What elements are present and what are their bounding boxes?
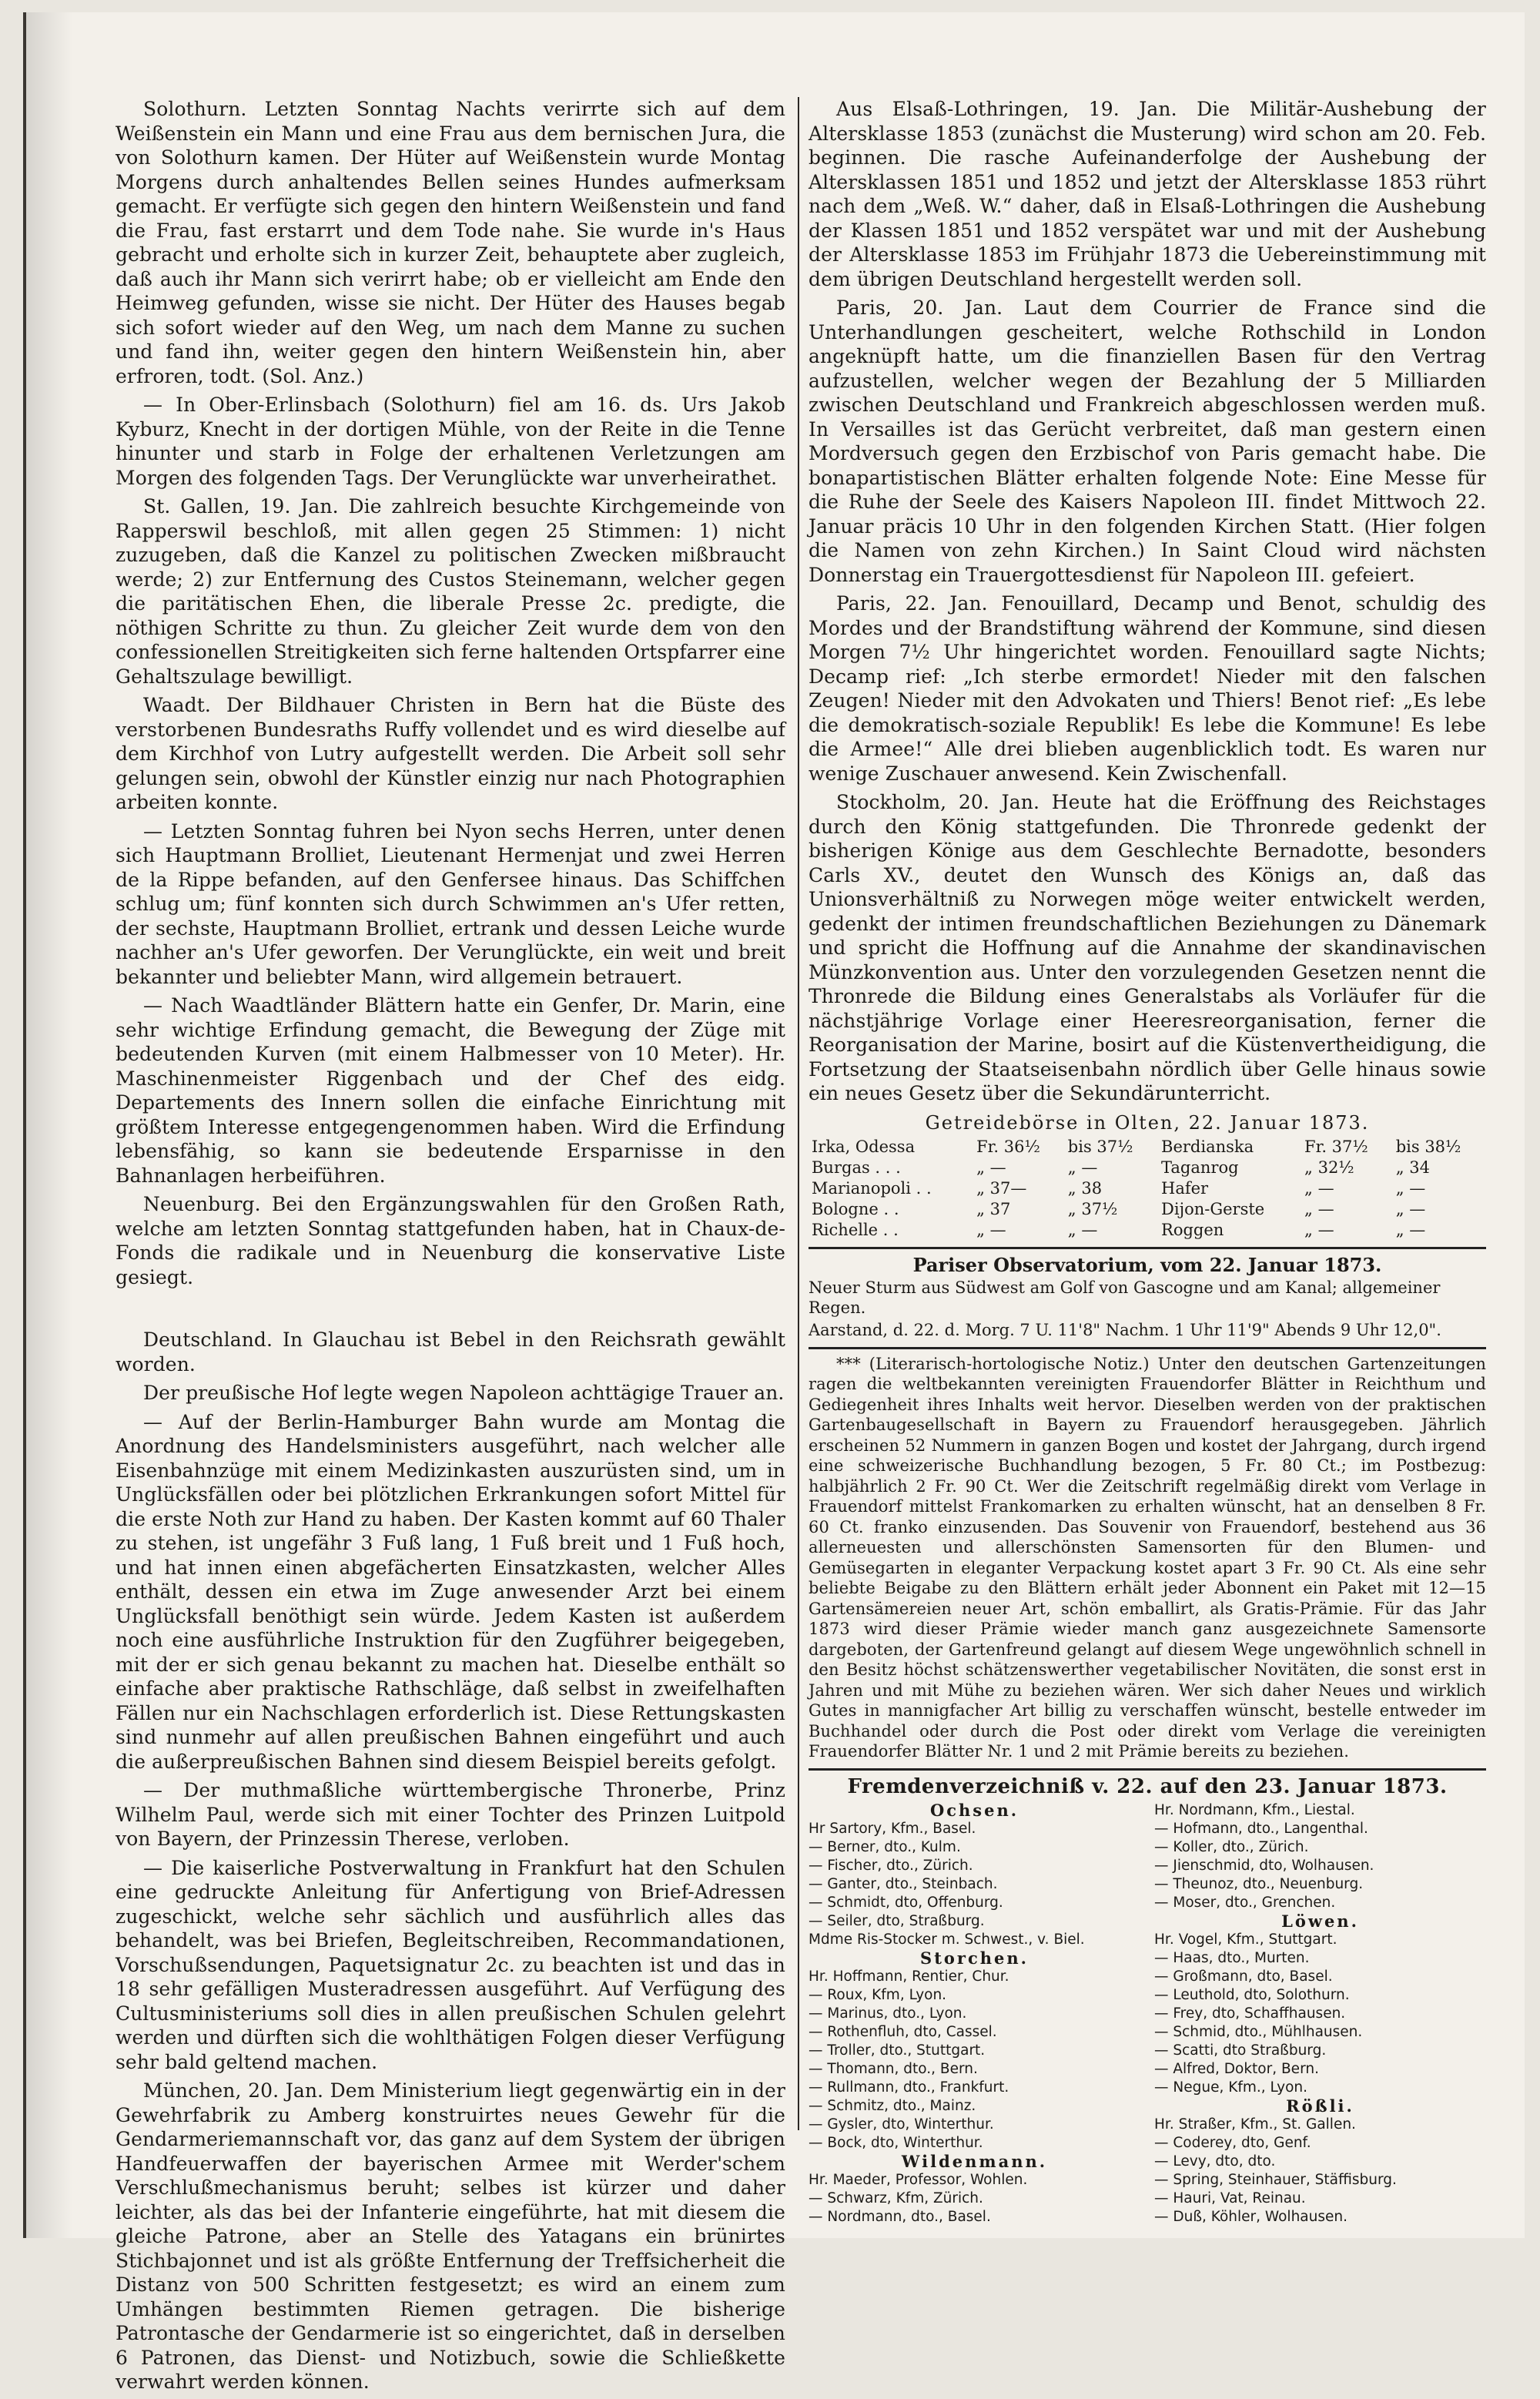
guest-entry: — Alfred, Doktor, Bern. bbox=[1154, 2060, 1319, 2077]
article-paris-20: Paris, 20. Jan. Laut dem Courrier de France sind die Unterhandlungen gescheitert, welche Rothschild in London angeknüpft hatte, um die finanziellen Basen für den Vertrag aufzustellen, welcher wegen der Bezahlung der 5 Milliarden zwischen Deutschland und Frankreich abgeschlossen werden muß. In Versailles ist das Gerücht verbreitet, daß man gestern einen Mordversuch gegen den Erzbischof von Paris gemacht habe. Die bonapartistischen Blätter erhalten folgende Note: Eine Messe für die Ruhe der Seele des Kaisers Napoleon III. findet Mittwoch 22. Januar präcis 10 Uhr in den folgenden Kirchen Statt. (Hier folgen die Namen von zehn Kirchen.) In Saint Cloud wird nächsten Donnerstag ein Trauergottesdienst für Napoleon III. gefeiert. bbox=[808, 297, 1486, 586]
article-deutschland: Deutschland. In Glauchau ist Bebel in den Reichsrath gewählt worden. bbox=[116, 1328, 785, 1375]
market-cell: „ — bbox=[1304, 1199, 1334, 1218]
guest-entry: — Fischer, dto., Zürich. bbox=[808, 1857, 973, 1874]
article-solothurn: Solothurn. Letzten Sonntag Nachts verirrte sich auf dem Weißenstein ein Mann und eine Frau aus dem bernischen Jura, die von Solothurn kamen. Der Hüter auf Weißenstein wurde Montag Morgens durch anhaltendes Bellen seines Hundes aufmerksam gemacht. Er verfügte sich gegen den hintern Weißenstein und fand die Frau, fast erstarrt und dem Tode nahe. Sie wurde in's Haus gebracht und erholte sich in kurzer Zeit, behauptete aber zugleich, daß auch ihr Mann sich verirrt habe; ob er vielleicht am Ende den Heimweg gefunden, wisse sie nicht. Der Hüter des Hauses begab sich sofort wieder auf den Weg, um nach dem Manne zu suchen und fand ihn, weiter gegen den hintern Weißenstein hin, aber erfroren, todt. (Sol. Anz.) bbox=[116, 98, 785, 387]
guest-entry: — Hauri, Vat, Reinau. bbox=[1154, 2190, 1306, 2206]
article-postverwaltung: — Die kaiserliche Postverwaltung in Frankfurt hat den Schulen eine gedruckte Anleitung für Anfertigung von Brief-Adressen zugeschickt, welche sehr sächlich und ausführlich alles das behandelt, was bei Briefen, Begleitschreiben, Recommandationen, Vorschußsendungen, Paquetsignatur 2c. zu beachten ist und das in 18 sehr gefälligen Musteradressen ausgeführt. Auf Verfügung des Cultusministeriums soll dies in allen preußischen Schulen gelehrt werden und dürften sich die wohlthätigen Folgen dieser Verfügung sehr bald geltend machen. bbox=[116, 1856, 785, 2073]
guest-entry: — Frey, dto, Schaffhausen. bbox=[1154, 2005, 1346, 2022]
market-cell: „ — bbox=[1067, 1158, 1098, 1177]
guest-list-column-1 bbox=[808, 1801, 1140, 2226]
article-waadt: Waadt. Der Bildhauer Christen in Bern hat die Büste des verstorbenen Bundesraths Ruffy vollendet und es wird dieselbe auf dem Kirchhof von Lutry aufgestellt werden. Die Arbeit soll sehr gelungen sein, obwohl der Künstler einzig nur nach Photographien arbeiten konnte. bbox=[116, 694, 785, 813]
guest-entry: Hr. Vogel, Kfm., Stuttgart. bbox=[1154, 1931, 1337, 1948]
guest-entry: — Duß, Köhler, Wolhausen. bbox=[1154, 2208, 1348, 2225]
market-cell: „ — bbox=[1304, 1178, 1334, 1198]
literary-notice: *** (Literarisch-hortologische Notiz.) Unter den deutschen Gartenzeitungen ragen die weltbekannten vereinigten Frauendorfer Blätter in Reichthum und Gediegenheit ihres Inhalts weit hervor. Dieselben werden von der praktischen Gartenbaugesellschaft in Bayern zu Frauendorf herausgegeben. Jährlich erscheinen 52 Nummern in ganzen Bogen und kostet der Jahrgang, durch irgend eine schweizerische Buchhandlung bezogen, 5 Fr. 80 Ct.; im Postbezug: halbjährlich 2 Fr. 90 Ct. Wer die Zeitschrift regelmäßig direkt vom Verlage in Frauendorf mittelst Frankomarken zu erhalten wünscht, hat an denselben 8 Fr. 60 Ct. franko einzusenden. Das Souvenir von Frauendorf, bestehend aus 36 allerneuesten und allerschönsten Samensorten für den Blumen- und Gemüsegarten in eleganter Verpackung kostet apart 3 Fr. 90 Ct. Als eine sehr beliebte Beigabe zu den Blättern erhält jeder Abonnent ein Paket mit 12—15 Gartensämereien neuer Art, schön emballirt, als Gratis-Prämie. Für das Jahr 1873 wird dieser Prämie wieder manch ganz ausgezeichnete Samensorte dargeboten, der Gartenfreund gelangt auf diesem Wege ungewöhnlich schnell in den Besitz höchst schätzenswerther vegetabilischer Novitäten, die sonst erst in Jahren und mit Mühe zu beziehen wären. Wer sich daher Neues und wirklich Gutes in mannigfacher Art billig zu verschaffen wünscht, bestelle entweder im Buchhandel oder durch die Post oder direkt vom Verlage die vereinigten Frauendorfer Blätter Nr. 1 und 2 mit Prämie bereits zu beziehen. bbox=[808, 1354, 1486, 1761]
guest-entry: — Negue, Kfm., Lyon. bbox=[1154, 2079, 1308, 2096]
article-paris-22: Paris, 22. Jan. Fenouillard, Decamp und Benot, schuldig des Mordes und der Brandstiftung während der Kommune, sind diesen Morgen 7½ Uhr hingerichtet worden. Fenouillard sagte Nichts; Decamp rief: „Ich sterbe ermordet! Nieder mit den falschen Zeugen! Nieder mit den Advokaten und Thiers! Benot rief: „Es lebe die demokratisch-soziale Republik! Es lebe die Kommune! Es lebe die Armee!“ Alle drei blieben augenblicklich todt. Es waren nur wenige Zuschauer anwesend. Kein Zwischenfall. bbox=[808, 592, 1486, 785]
guest-entry: Hr. Nordmann, Kfm., Liestal. bbox=[1154, 1801, 1355, 1818]
guest-entry: — Spring, Steinhauer, Stäffisburg. bbox=[1154, 2171, 1397, 2188]
market-cell: „ — bbox=[1304, 1220, 1334, 1239]
guest-entry: — Haas, dto., Murten. bbox=[1154, 1949, 1310, 1966]
guest-entry: — Leuthold, dto, Solothurn. bbox=[1154, 1986, 1350, 2003]
market-cell: Fr. 37½ bbox=[1304, 1137, 1368, 1156]
guest-entry: — Levy, dto, dto. bbox=[1154, 2153, 1276, 2169]
market-rule bbox=[808, 1247, 1486, 1249]
guest-entry: Mdme Ris-Stocker m. Schwest., v. Biel. bbox=[808, 1931, 1085, 1948]
newspaper-page bbox=[23, 12, 1525, 2393]
article-prinz-wilhelm: — Der muthmaßliche württembergische Thronerbe, Prinz Wilhelm Paul, werde sich mit einer Tochter des Prinzen Luitpold von Bayern, der Prinzessin Therese, verloben. bbox=[116, 1779, 785, 1850]
guest-entry: — Koller, dto., Zürich. bbox=[1154, 1838, 1309, 1855]
guest-entry: — Seiler, dto, Straßburg. bbox=[808, 1912, 985, 1929]
market-cell: „ — bbox=[1067, 1220, 1098, 1239]
observatory-rule bbox=[808, 1347, 1486, 1349]
right-column bbox=[808, 97, 1486, 2226]
article-muenchen: München, 20. Jan. Dem Ministerium liegt gegenwärtig ein in der Gewehrfabrik zu Amberg konstruirtes neues Gewehr für die Gendarmeriemannschaft vor, das ganz auf dem System der übrigen Handfeuerwaffen der bayerischen Armee mit Werder'schem Verschlußmechanismus beruht; selbes ist kürzer und daher leichter, als das bei der Infanterie eingeführte, hat mit diesem die gleiche Patrone, aber an Stelle des Yatagans ein brünirtes Stichbajonnet und ist als größte Entfernung der Treffsicherheit die Distanz von 500 Schritten festgesetzt; es wird an einem zum Umhängen bestimmten Riemen getragen. Die bisherige Patrontasche der Gendarmerie ist so eingerichtet, daß in derselben 6 Patronen, das Dienst- und Notizbuch, sowie die Schließkette verwahrt werden können. bbox=[116, 2079, 785, 2393]
guest-list-title: Fremdenverzeichniß v. 22. auf den 23. Januar 1873. bbox=[847, 1774, 1448, 1798]
article-elsass: Aus Elsaß-Lothringen, 19. Jan. Die Militär-Aushebung der Altersklasse 1853 (zunächst die Musterung) wird schon am 20. Feb. beginnen. Die rasche Aufeinanderfolge der Aushebung der Altersklassen 1851 und 1852 und jetzt der Altersklasse 1853 rührt nach dem „Weß. W.“ daher, daß in Elsaß-Lothringen die Aushebung der Klassen 1851 und 1852 verspätet war und mit der Aushebung der Altersklasse 1853 im Frühjahr 1873 die Uebereinstimmung mit dem übrigen Deutschland hergestellt werden soll. bbox=[808, 98, 1486, 290]
guest-entry: Hr Sartory, Kfm., Basel. bbox=[808, 1820, 976, 1837]
guest-list bbox=[808, 1801, 1486, 2226]
guest-entry: — Nordmann, dto., Basel. bbox=[808, 2208, 991, 2225]
hotel-heading: Ochsen. bbox=[929, 1800, 1019, 1820]
guest-entry: — Coderey, dto, Genf. bbox=[1154, 2134, 1311, 2151]
guest-entry: — Hofmann, dto., Langenthal. bbox=[1154, 1820, 1368, 1837]
market-cell: „ 37 bbox=[976, 1199, 1011, 1218]
market-row bbox=[808, 1137, 1486, 1158]
guest-entry: — Schmid, dto., Mühlhausen. bbox=[1154, 2023, 1363, 2040]
guest-list-column-2 bbox=[1154, 1801, 1486, 2226]
article-nyon: — Letzten Sonntag fuhren bei Nyon sechs Herren, unter denen sich Hauptmann Brolliet, Lieutenant Hermenjat und zwei Herren de la Rippe befanden, auf den Genfersee hinaus. Das Schiffchen schlug um; fünf konnten sich durch Schwimmen an's Ufer retten, der sechste, Hauptmann Brolliet, ertrank und dessen Leiche wurde nachher an's Ufer geworfen. Der Verunglückte, ein weit und breit bekannter und beliebter Mann, wird allgemein betrauert. bbox=[116, 819, 785, 988]
market-cell: „ 37— bbox=[976, 1178, 1027, 1198]
market-cell: bis 38½ bbox=[1395, 1137, 1461, 1156]
guest-entry: — Theunoz, dto., Neuenburg. bbox=[1154, 1875, 1364, 1892]
guest-entry: — Rothenfluh, dto, Cassel. bbox=[808, 2023, 997, 2040]
guest-entry: — Rullmann, dto., Frankfurt. bbox=[808, 2079, 1009, 2096]
hotel-heading: Rößli. bbox=[1286, 2096, 1354, 2116]
guest-entry: — Thomann, dto., Bern. bbox=[808, 2060, 978, 2077]
market-cell: Fr. 36½ bbox=[976, 1137, 1040, 1156]
market-title: Getreidebörse in Olten, 22. Januar 1873. bbox=[925, 1111, 1370, 1134]
article-medizinkasten: — Auf der Berlin-Hamburger Bahn wurde am Montag die Anordnung des Handelsministers ausgeführt, nach welcher alle Eisenbahnzüge mit einem Medizinkasten auszurüsten sind, um in Unglücksfällen oder bei plötzlichen Erkrankungen sofort Mittel für die erste Noth zur Hand zu haben. Der Kasten kommt auf 60 Thaler zu stehen, ist ungefähr 3 Fuß lang, 1 Fuß breit und 1 Fuß hoch, und hat innen einen abgefächerten Einsatzkasten, welcher Alles enthält, dessen ein etwa im Zuge anwesender Arzt bei einem Unglücksfall benöthigt sein würde. Jedem Kasten ist außerdem noch eine ausführliche Instruktion für den Zugführer beigegeben, mit der er sich genau bekannt zu machen hat. Dieselbe enthält so einfache aber praktische Rathschläge, daß selbst in zweifelhaften Fällen nur ein Nachschlagen erforderlich ist. Diese Rettungskasten sind nunmehr auf allen preußischen Bahnen eingeführt und auch die außerpreußischen Bahnen sind diesem Beispiel bereits gefolgt. bbox=[116, 1410, 785, 1773]
notice-rule bbox=[808, 1768, 1486, 1771]
market-cell: Burgas . . . bbox=[812, 1158, 901, 1177]
market-row bbox=[808, 1199, 1486, 1220]
guest-entry: — Ganter, dto., Steinbach. bbox=[808, 1875, 998, 1892]
guest-entry: — Schmitz, dto., Mainz. bbox=[808, 2097, 976, 2114]
market-cell: „ — bbox=[1395, 1220, 1426, 1239]
guest-entry: — Bock, dto, Winterthur. bbox=[808, 2134, 983, 2151]
market-cell: „ — bbox=[1395, 1199, 1426, 1218]
market-cell: Irka, Odessa bbox=[812, 1137, 916, 1156]
guest-entry: — Schmidt, dto, Offenburg. bbox=[808, 1894, 1003, 1911]
barometer-reading: Aarstand, d. 22. d. Morg. 7 U. 11'8" Nachm. 1 Uhr 11'9" Abends 9 Uhr 12,0". bbox=[808, 1320, 1441, 1339]
market-cell: Berdianska bbox=[1161, 1137, 1254, 1156]
article-marin-invention: — Nach Waadtländer Blättern hatte ein Genfer, Dr. Marin, eine sehr wichtige Erfindung gemacht, die Bewegung der Züge mit bedeutenden Kurven (mit einem Halbmesser von 10 Meter). Hr. Maschinenmeister Riggenbach und der Chef des eidg. Departements des Innern sollen die einfache Einrichtung mit größtem Interesse entgegengenommen haben. Wird die Erfindung lebensfähig, so kann sie bedeutende Ersparnisse in den Bahnanlagen herbeiführen. bbox=[116, 994, 785, 1187]
market-cell: „ 37½ bbox=[1067, 1199, 1118, 1218]
scan-shadow bbox=[26, 12, 72, 2238]
guest-entry: — Scatti, dto Straßburg. bbox=[1154, 2042, 1327, 2059]
market-row bbox=[808, 1220, 1486, 1241]
article-stockholm: Stockholm, 20. Jan. Heute hat die Eröffnung des Reichstages durch den König stattgefunden. Die Thronrede gedenkt der bisherigen Könige aus dem Geschlechte Bernadotte, besonders Carls XV., deutet den Wunsch des Königs an, daß das Unionsverhältniß zu Norwegen möge weiter entwickelt werden, gedenkt der intimen freundschaftlichen Beziehungen zu Dänemark und spricht die Hoffnung auf die Annahme der skandinavischen Münzkonvention aus. Unter den vorzulegenden Gesetzen nennt die Thronrede die Bildung eines Generalstabs als Vorläufer für die nächstjährige Vorlage einer Heeresreorganisation, ferner die Reorganisation der Marine, bosirt auf die Küstenvertheidigung, die Fortsetzung der Staatseisenbahn nördlich über Gelle hinaus sowie ein neues Gesetz über die Sekundärunterricht. bbox=[808, 791, 1486, 1104]
market-row bbox=[808, 1178, 1486, 1199]
observatory-title: Pariser Observatorium, vom 22. Januar 1873. bbox=[912, 1253, 1382, 1276]
market-row bbox=[808, 1158, 1486, 1178]
market-cell: „ — bbox=[976, 1158, 1006, 1177]
column-divider bbox=[798, 97, 799, 2130]
guest-entry: — Moser, dto., Grenchen. bbox=[1154, 1894, 1336, 1911]
article-neuenburg: Neuenburg. Bei den Ergänzungswahlen für den Großen Rath, welche am letzten Sonntag stattgefunden haben, hat in Chaux-de-Fonds die radikale und in Neuenburg die konservative Liste gesiegt. bbox=[116, 1193, 785, 1288]
section-gap bbox=[116, 1294, 785, 1328]
guest-entry: Hr. Hoffmann, Rentier, Chur. bbox=[808, 1968, 1009, 1985]
observatory-text: Neuer Sturm aus Südwest am Golf von Gascogne und am Kanal; allgemeiner Regen. bbox=[808, 1278, 1441, 1317]
market-cell: Taganrog bbox=[1161, 1158, 1239, 1177]
hotel-heading: Löwen. bbox=[1281, 1911, 1359, 1931]
guest-entry: Hr. Straßer, Kfm., St. Gallen. bbox=[1154, 2116, 1356, 2133]
market-table bbox=[808, 1137, 1486, 1241]
market-cell: Roggen bbox=[1161, 1220, 1224, 1239]
guest-entry: — Jienschmid, dto, Wolhausen. bbox=[1154, 1857, 1374, 1874]
market-cell: „ — bbox=[976, 1220, 1006, 1239]
hotel-heading: Wildenmann. bbox=[901, 2151, 1048, 2171]
market-cell: „ 38 bbox=[1067, 1178, 1103, 1198]
article-preussischer-hof: Der preußische Hof legte wegen Napoleon achttägige Trauer an. bbox=[143, 1382, 785, 1404]
guest-entry: Hr. Maeder, Professor, Wohlen. bbox=[808, 2171, 1028, 2188]
hotel-heading: Storchen. bbox=[920, 1948, 1029, 1968]
market-cell: Marianopoli . . bbox=[812, 1178, 932, 1198]
market-cell: bis 37½ bbox=[1067, 1137, 1133, 1156]
market-cell: Dijon-Gerste bbox=[1161, 1199, 1265, 1218]
article-st-gallen: St. Gallen, 19. Jan. Die zahlreich besuchte Kirchgemeinde von Rapperswil beschloß, mit allen gegen 25 Stimmen: 1) nicht zuzugeben, daß die Kanzel zu politischen Zwecken mißbraucht werde; 2) zur Entfernung des Custos Steinemann, welcher gegen die paritätischen Ehen, die liberale Presse 2c. predigte, die nöthigen Schritte zu thun. Zu gleicher Zeit wurde dem von den confessionellen Streitigkeiten sich ferne haltenden Ortspfarrer eine Gehaltszulage bewilligt. bbox=[116, 495, 785, 688]
guest-entry: — Schwarz, Kfm, Zürich. bbox=[808, 2190, 983, 2206]
guest-entry: — Berner, dto., Kulm. bbox=[808, 1838, 961, 1855]
market-cell: Hafer bbox=[1161, 1178, 1209, 1198]
guest-entry: — Marinus, dto., Lyon. bbox=[808, 2005, 967, 2022]
guest-entry: — Großmann, dto, Basel. bbox=[1154, 1968, 1333, 1985]
guest-entry: — Roux, Kfm, Lyon. bbox=[808, 1986, 947, 2003]
market-cell: „ — bbox=[1395, 1178, 1426, 1198]
market-cell: Richelle . . bbox=[812, 1220, 899, 1239]
market-cell: Bologne . . bbox=[812, 1199, 899, 1218]
guest-entry: — Gysler, dto, Winterthur. bbox=[808, 2116, 994, 2133]
article-ober-erlinsbach: — In Ober-Erlinsbach (Solothurn) fiel am 16. ds. Urs Jakob Kyburz, Knecht in der dortigen Mühle, von der Reite in die Tenne hinunter und starb in Folge der erhaltenen Verletzungen am Morgen des folgenden Tags. Der Verunglückte war unverheirathet. bbox=[116, 394, 785, 489]
market-cell: „ 34 bbox=[1395, 1158, 1430, 1177]
left-column bbox=[116, 97, 785, 2399]
guest-entry: — Troller, dto., Stuttgart. bbox=[808, 2042, 986, 2059]
market-cell: „ 32½ bbox=[1304, 1158, 1354, 1177]
